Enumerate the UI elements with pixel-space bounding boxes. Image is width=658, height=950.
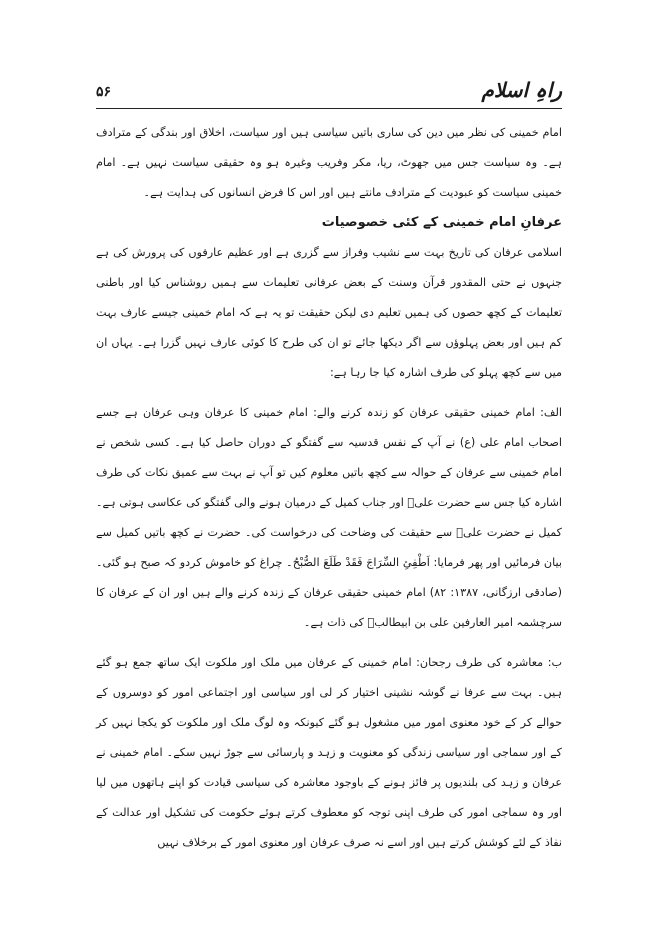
journal-title: راہِ اسلام xyxy=(481,78,562,102)
paragraph-bay: ب: معاشرہ کی طرف رجحان: امام خمینی کے عرفان میں ملک اور ملکوت ایک ساتھ جمع ہو گئے ہیں۔ بہت سے عرفا نے گوشہ نشینی اختیار کر لی اور سیاسی اور اجتماعی امور کو دوسروں کے حوالے کر کے خود معنوی امور میں مشغول ہو گئے کیونکہ وہ لوگ ملک اور ملکوت کو یکجا نہیں کر کے اور سماجی اور سیاسی زندگی کو معنویت و زہد و پارسائی سے جوڑ نہیں سکے۔ امام خمینی نے عرفان و زہد کی بلندیوں پر فائز ہونے کے باوجود معاشرہ کی سیاسی قیادت کو اپنے ہاتھوں میں لیا اور وہ سماجی امور کی طرف اپنی توجہ کو معطوف کرتے ہوئے حکومت کی تشکیل اور عدالت کے نفاذ کے لئے کوشش کرتے ہیں اور اسے نہ صرف عرفان اور معنوی امور کے برخلاف نہیں xyxy=(96,656,562,849)
header-rule xyxy=(96,108,562,109)
paragraph-intro: امام خمینی کی نظر میں دین کی ساری باتیں سیاسی ہیں اور سیاست، اخلاق اور بندگی کے مترادف ہے۔ وہ سیاست جس میں جھوٹ، ریا، مکر وفریب وغیرہ ہو وہ حقیقی سیاست نہیں ہے۔ امام خمینی سیاست کو عبودیت کے مترادف مانتے ہیں اور اس کا فرض انسانوں کی ہدایت ہے۔ xyxy=(96,126,562,199)
body-text xyxy=(96,118,562,858)
paragraph-history: اسلامی عرفان کی تاریخ بہت سے نشیب وفراز سے گزری ہے اور عظیم عارفوں کی پرورش کی ہے جنہوں نے حتی المقدور قرآن وسنت کے بعض عرفانی تعلیمات سے ہمیں روشناس کیا اور باطنی تعلیمات کے کچھ حصوں کی ہمیں تعلیم دی لیکن حقیقت تو یہ ہے کہ امام خمینی جیسے عارف بہت کم ہیں اور بعض پہلوؤں سے اگر دیکھا جائے تو ان کی طرح کا کوئی عارف نہیں گزرا ہے۔ یہاں ان میں سے کچھ پہلو کی طرف اشارہ کیا جا رہا ہے: xyxy=(96,246,562,379)
section-heading: عرفانِ امام خمینی کے کئی خصوصیات xyxy=(321,215,562,230)
running-header xyxy=(96,78,562,108)
page-number: ۵۶ xyxy=(96,84,112,100)
paragraph-alif: الف: امام خمینی حقیقی عرفان کو زندہ کرنے والے: امام خمینی کا عرفان وہی عرفان ہے جسے اصحاب امام علی (ع) نے آپ کے نفس قدسیہ سے گفتگو کے دوران حاصل کیا ہے۔ کسی شخص نے امام خمینی سے عرفان کے حوالہ سے کچھ باتیں معلوم کیں تو آپ نے بہت سے عمیق نکات کی طرف اشارہ کیا جس سے حضرت علیؑ اور جناب کمیل کے درمیان ہونے والی گفتگو کی عکاسی ہوتی ہے۔ کمیل نے حضرت علیؑ سے حقیقت کی وضاحت کی درخواست کی۔ حضرت نے کچھ باتیں کمیل سے بیان فرمائیں اور پھر فرمایا: اَطْفِئِ السِّرَاجَ فَقَدْ طَلَعَ الصُّبْحُ۔ چراغ کو خاموش کردو کہ صبح ہو گئی۔ (صادقی ارزگانی، ۱۳۸۷: ۸۲) امام خمینی حقیقی عرفان کے زندہ کرنے والے ہیں اور ان کے عرفان کا سرچشمہ امیر العارفین علی بن ابیطالبؑ کی ذات ہے۔ xyxy=(96,406,562,629)
